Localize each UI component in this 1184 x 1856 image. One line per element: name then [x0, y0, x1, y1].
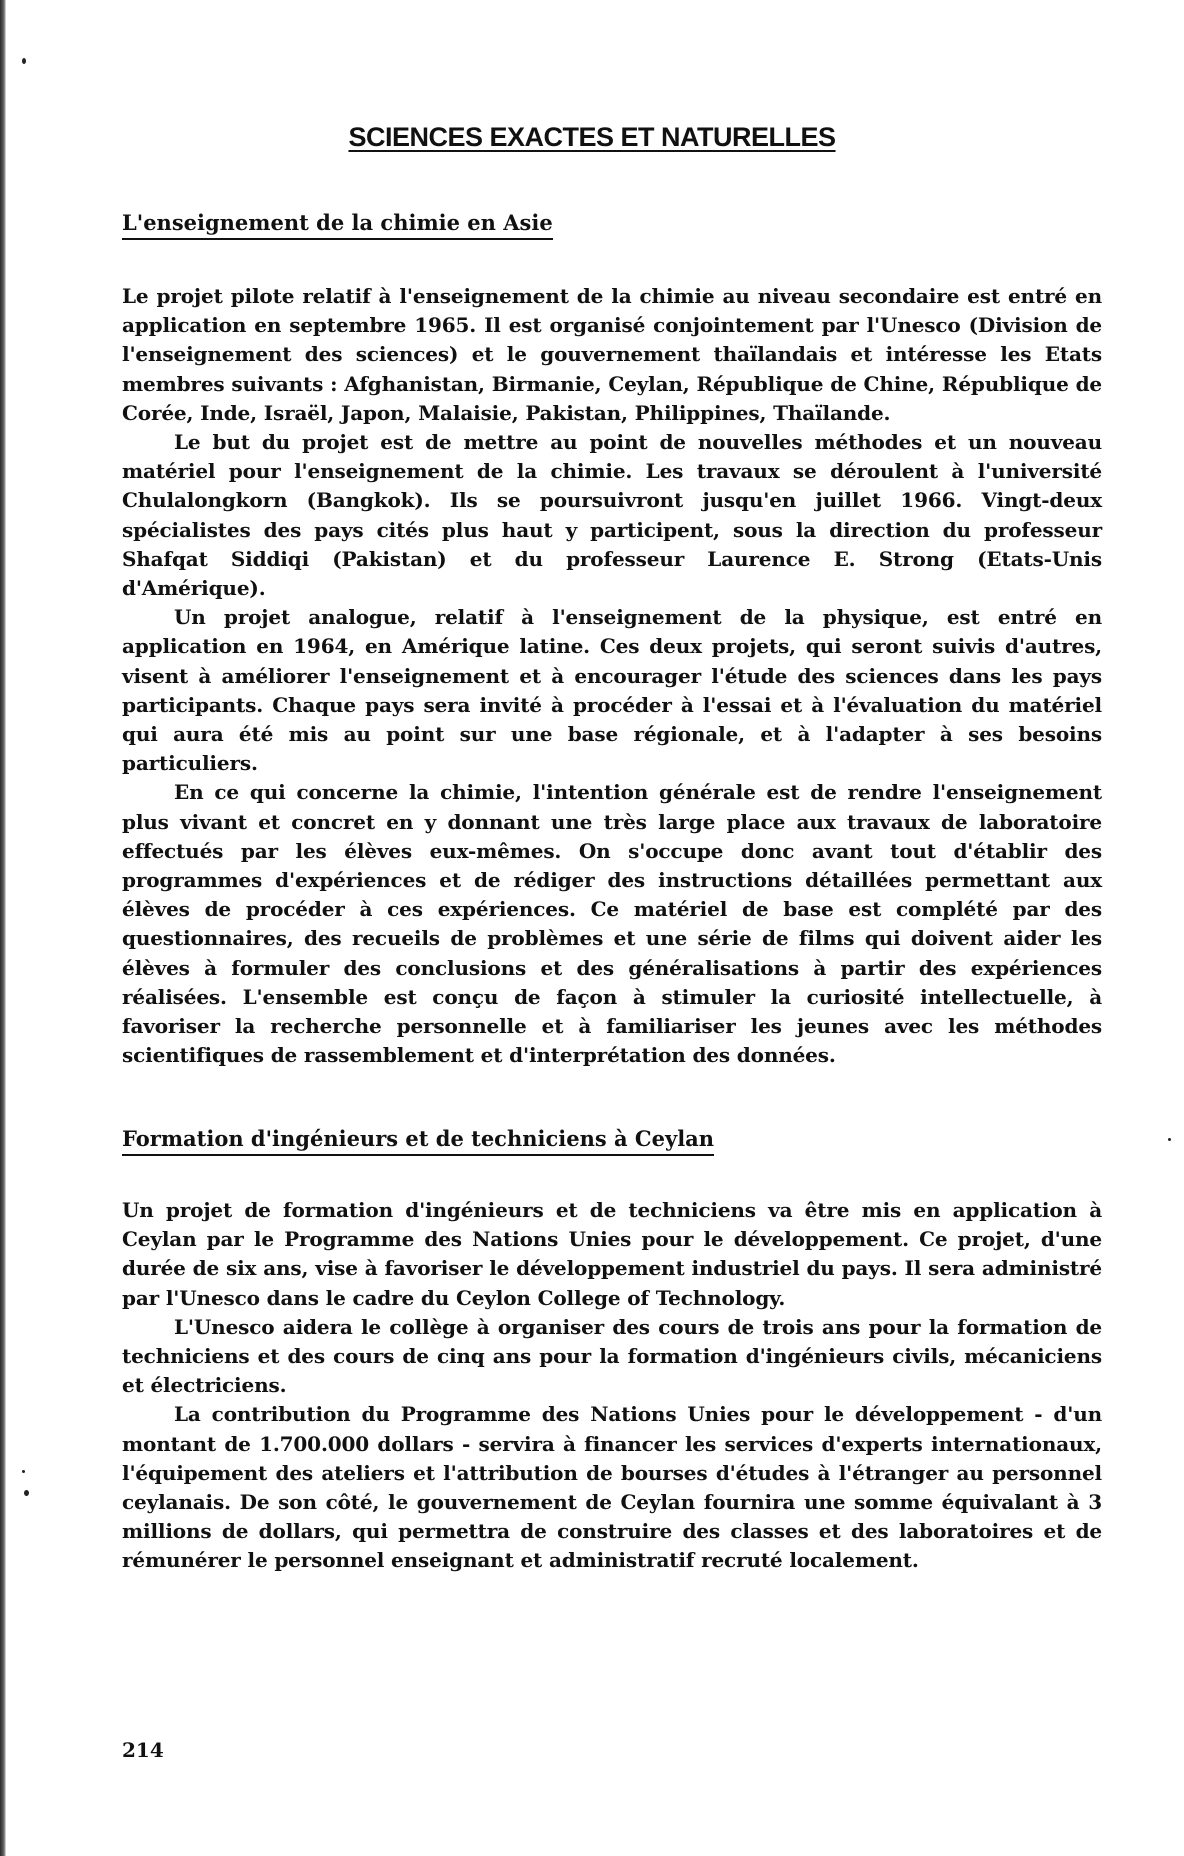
scan-speck [24, 1490, 29, 1496]
scan-speck [22, 58, 26, 64]
paragraph: En ce qui concerne la chimie, l'intention générale est de rendre l'enseignement plus vivant et concret en y donnant une très large place aux travaux de laboratoire effectués par les élèves eux-mêmes. On s'occupe donc avant tout d'établir des programmes d'expériences et de rédiger des instructions détaillées permettant aux élèves de procéder à ces expériences. Ce matériel de base est complété par des questionnaires, des recueils de problèmes et une série de films qui doivent aider les élèves à formuler des conclusions et des généralisations à partir des expériences réalisées. L'ensemble est conçu de façon à stimuler la curiosité intellectuelle, à favoriser la recherche personnelle et à familiariser les jeunes avec les méthodes scientifiques de rassemblement et d'interprétation des données. [122, 780, 1102, 1068]
scan-speck [1168, 1138, 1171, 1141]
section-engineers-ceylon [122, 1124, 1102, 1576]
scan-page-edge [0, 0, 6, 1856]
paragraph: Le but du projet est de mettre au point de nouvelles méthodes et un nouveau matériel pour l'enseignement de la chimie. Les travaux se déroulent à l'université Chulalongkorn (Bangkok). Ils se poursuivront jusqu'en juillet 1966. Vingt-deux spécialistes des pays cités plus haut y participent, sous la direction du professeur Shafqat Siddiqi (Pakistan) et du professeur Laurence E. Strong (Etats-Unis d'Amérique). [122, 430, 1102, 601]
scan-speck [22, 1470, 25, 1473]
page-number: 214 [122, 1738, 164, 1762]
paragraph: Un projet de formation d'ingénieurs et de techniciens va être mis en application à Ceylan par le Programme des Nations Unies pour le développement. Ce projet, d'une durée de six ans, vise à favoriser le développement industriel du pays. Il sera administré par l'Unesco dans le cadre du Ceylon College of Technology. [122, 1198, 1102, 1310]
page-title-text: SCIENCES EXACTES ET NATURELLES [348, 122, 836, 152]
paragraph: L'Unesco aidera le collège à organiser des cours de trois ans pour la formation de techniciens et des cours de cinq ans pour la formation d'ingénieurs civils, mécaniciens et électriciens. [122, 1314, 1102, 1398]
paragraph: La contribution du Programme des Nations Unies pour le développement - d'un montant de 1.700.000 dollars - servira à financer les services d'experts internationaux, l'équipement des ateliers et l'attribution de bourses d'études à l'étranger au personnel ceylanais. De son côté, le gouvernement de Ceylan fournira une somme équivalant à 3 millions de dollars, qui permettra de construire des classes et des laboratoires et de rémunérer le personnel enseignant et administratif recruté localement. [122, 1402, 1102, 1573]
section-heading: Formation d'ingénieurs et de techniciens à Ceylan [122, 1124, 714, 1156]
paragraph: Le projet pilote relatif à l'enseignement de la chimie au niveau secondaire est entré en application en septembre 1965. Il est organisé conjointement par l'Unesco (Division de l'enseignement des sciences) et le gouvernement thaïlandais et intéresse les Etats membres suivants : Afghanistan, Birmanie, Ceylan, République de Chine, République de Corée, Inde, Israël, Japon, Malaisie, Pakistan, Philippines, Thaïlande. [122, 284, 1102, 425]
section-chemistry-asia [122, 208, 1102, 1070]
page-title [0, 122, 1184, 153]
paragraph: Un projet analogue, relatif à l'enseignement de la physique, est entré en application en 1964, en Amérique latine. Ces deux projets, qui seront suivis d'autres, visent à améliorer l'enseignement et à encourager l'étude des sciences dans les pays participants. Chaque pays sera invité à procéder à l'essai et à l'évaluation du matériel qui aura été mis au point sur une base régionale, et à l'adapter à ses besoins particuliers. [122, 605, 1102, 776]
section-heading: L'enseignement de la chimie en Asie [122, 208, 553, 240]
